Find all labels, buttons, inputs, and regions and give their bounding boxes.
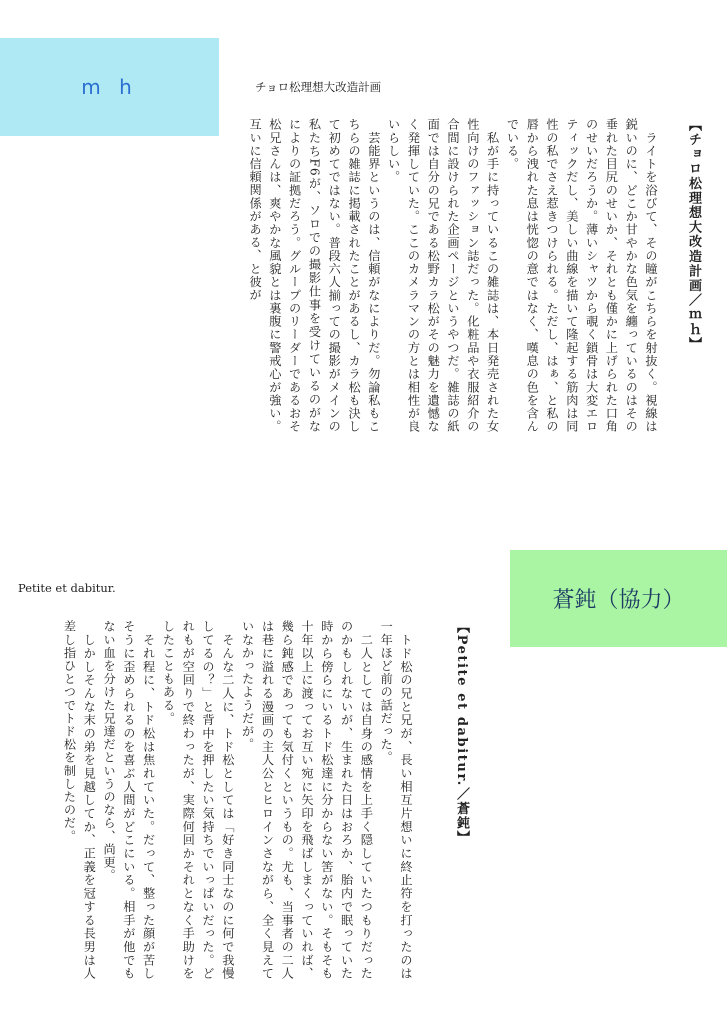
paragraph: 二人としては自身の感情を上手く隠していたつもりだったのかもしれないが、生まれた日はおろか、胎内で眠っていた時から傍らにいるトド松達に分からない筈がない。そもそも十年以上に渡ってお互い宛に矢印を飛ばしまくっていれば、幾ら鈍感であっても気付くというもの。尤も、当事者の二人は巷に溢れる漫画の主人公とヒロインさながら、全く見えていなかったようだが。 (240, 620, 374, 980)
story-body (25, 620, 415, 980)
author-badge-label: 蒼鈍（協力） (552, 588, 685, 613)
author-badge-label: m h (81, 75, 138, 99)
running-title: Petite et dabitur. (18, 581, 116, 595)
author-badge-aonamari (510, 550, 727, 647)
paragraph: しかしそんな末の弟を見越してか、正義を冠する長男は人差し指ひとつでトド松を制したのだ。 (62, 620, 97, 980)
story-title: 【Petite et dabitur.／蒼鈍】 (454, 620, 469, 846)
story-title: 【チョロ松理想大改造計画／ｍｈ】 (686, 118, 701, 352)
author-badge-mh (0, 38, 219, 136)
story-body (248, 118, 660, 433)
paragraph: そんな二人に、トド松としては「好き同士なのに何で我慢してるの？」と背中を押したい気持ちでいっぱいだった。どれもが空回りで終わったが、実際何回かそれとなく手助けをしたこともある。 (161, 620, 235, 980)
paragraph: ライトを浴びて、その瞳がこちらを射抜く。視線は鋭いのに、どこか甘やかな色気を纏っているのはその垂れた目尻のせいか、それとも僅かに上げられた口角のせいだろうか。薄いシャツから覗く鎖骨は大変エロティックだし、美しい曲線を描いて隆起する筋肉は同性の私でさえ惹きつけられる。ただし、はぁ、と私の唇から洩れた息は恍惚の意ではなく、嘆息の色を含んでいる。 (505, 118, 658, 433)
paragraph: 芸能界というのは、信頼がなによりだ。勿論私もこちらの雑誌に掲載されたことがあるし、カラ松も決して初めてではない。普段六人揃っての撮影がメインの私たちF6が、ソロでの撮影仕事を受けているのがなによりの証拠だろう。グループのリーダーであるおそ松兄さんは、爽やかな風貌とは裏腹に警戒心が強い。互いに信頼関係がある、と彼が (248, 118, 381, 433)
paragraph: トド松の兄と兄が、長い相互片想いに終止符を打ったのは一年ほど前の話だった。 (379, 620, 413, 980)
paragraph: それ程に、トド松は焦れていた。だって、整った顔が苦しそうに歪められるのを喜ぶ人間がどこにいる。相手が他でもない血を分けた兄達だというのなら、尚更。 (102, 620, 156, 980)
running-title: チョロ松理想大改造計画 (255, 80, 382, 94)
paragraph: 私が手に持っているこの雑誌は、本日発売された女性向けのファッション誌だった。化粧品や衣服紹介の合間に設けられた企画ページというやつだ。雑誌の紙面では自分の兄である松野カラ松がその魅力を遺憾なく発揮していた。ここのカメラマンの方とは相性が良いらしい。 (386, 118, 500, 433)
